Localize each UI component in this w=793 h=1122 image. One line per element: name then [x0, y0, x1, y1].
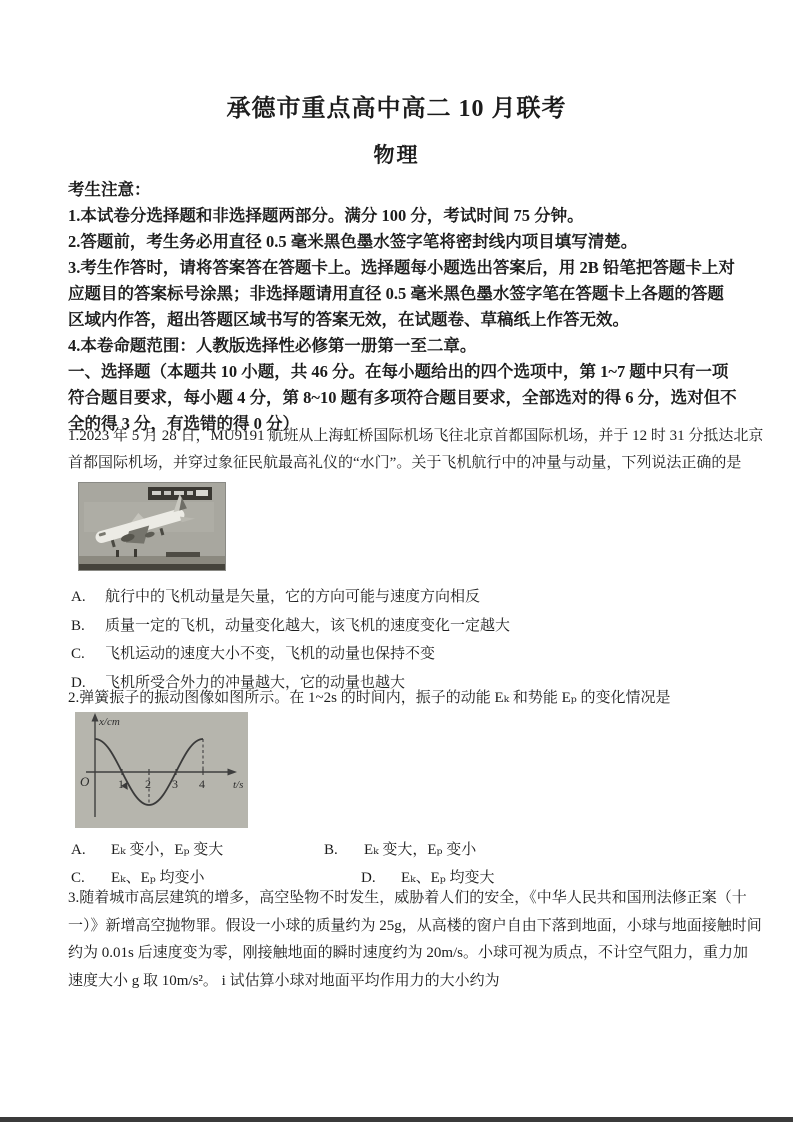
option-B [324, 836, 476, 864]
option-label: C. [71, 646, 85, 662]
option-label: D. [71, 674, 86, 691]
origin-label: O [80, 774, 90, 789]
option-text: 飞机运动的速度大小不变，飞机的动量也保持不变 [105, 646, 436, 662]
page-bottom-edge [0, 1117, 793, 1122]
option-text: Eₖ 变大，Eₚ 变小 [364, 842, 477, 858]
question-2-text [68, 685, 732, 712]
question-3-line: 约为 0.01s 后速度变为零，刚接触地面的瞬时速度约为 20m/s。小球可视为质点，不计空气阻力，重力加 [68, 945, 749, 961]
notice-line: 应题目的答案标号涂黑；非选择题请用直径 0.5 毫米黑色墨水签字笔在答题卡上各题的答题 [68, 284, 724, 303]
option-B [71, 612, 510, 641]
x-tick-2: 2 [145, 777, 151, 791]
question-3-line: 一）》新增高空抛物罪。假设一小球的质量约为 25g，从高楼的窗户自由下落到地面，小球与地面接触时间 [68, 917, 762, 934]
question-3-line: 3.随着城市高层建筑的增多，高空坠物不时发生，威胁着人们的安全，《中华人民共和国刑法修正案（十 [68, 890, 747, 906]
section-header-line: 符合题目要求，每小题 4 分，第 8~10 题有多项符合题目要求，全部选对的得 6 分，选对但不 [68, 388, 737, 407]
option-label: B. [324, 842, 338, 858]
option-text: Eₖ、Eₚ 均变小 [111, 870, 205, 886]
airplane-illustration [78, 482, 226, 571]
notice-line: 区域内作答，超出答题区域书写的答案无效，在试题卷、草稿纸上作答无效。 [68, 310, 629, 329]
option-C [71, 640, 510, 669]
oscillation-graph-figure [75, 712, 248, 828]
notice-line: 4.本卷命题范围：人教版选择性必修第一册第一至二章。 [68, 336, 477, 355]
question-1-text [68, 423, 764, 477]
question-2-line: 2.弹簧振子的振动图像如图所示。在 1~2s 的时间内，振子的动能 Eₖ 和势能 Eₚ 的变化情况是 [68, 690, 671, 706]
question-3-text [68, 885, 762, 995]
option-label: A. [71, 589, 86, 605]
notice-line: 1.本试卷分选择题和非选择题两部分。满分 100 分，考试时间 75 分钟。 [68, 206, 584, 225]
options-row [71, 836, 711, 864]
option-label: C. [71, 870, 85, 886]
x-tick-3: 3 [172, 777, 178, 791]
option-label: A. [71, 842, 86, 858]
airplane-photo [78, 482, 226, 571]
option-label: D. [361, 870, 376, 886]
question-1-line: 1.2023 年 5 月 28 日，MU9191 航班从上海虹桥国际机场飞往北京首都国际机场，并于 12 时 31 分抵达北京 [68, 428, 764, 444]
question-3-line: 速度大小 g 取 10m/s²。 i 试估算小球对地面平均作用力的大小约为 [68, 972, 500, 989]
front-matter [68, 177, 737, 437]
notice-line: 2.答题前，考生务必用直径 0.5 毫米黑色墨水签字笔将密封线内项目填写清楚。 [68, 232, 638, 251]
y-axis-label: x/cm [99, 716, 120, 728]
question-1-line: 首都国际机场，并穿过象征民航最高礼仪的“水门”。关于飞机航行中的冲量与动量，下列说法正确的是 [68, 455, 742, 471]
option-text: Eₖ、Eₚ 均变大 [401, 870, 495, 886]
subject-title: 物理 [373, 143, 420, 167]
page-title: 承德市重点高中高二 10 月联考 [226, 96, 567, 122]
question-2-options [71, 836, 711, 892]
x-tick-4: 4 [199, 777, 205, 791]
x-axis-label: t/s [233, 779, 244, 791]
section-header-line: 全的得 3 分，有选错的得 0 分） [68, 414, 299, 433]
option-text: 飞机所受合外力的冲量越大，它的动量也越大 [105, 674, 406, 691]
option-A [71, 583, 510, 612]
option-label: B. [71, 617, 85, 634]
oscillation-graph [75, 712, 248, 828]
option-text: 航行中的飞机动量是矢量，它的方向可能与速度方向相反 [105, 589, 481, 605]
section-header-line: 一、选择题（本题共 10 小题，共 46 分。在每小题给出的四个选项中，第 1~7 题中只有一项 [68, 362, 729, 381]
question-1-options [71, 583, 510, 697]
notice-line: 3.考生作答时，请将答案答在答题卡上。选择题每小题选出答案后，用 2B 铅笔把答题卡上对 [68, 258, 735, 277]
x-tick-1: 1 [118, 777, 124, 791]
option-text: Eₖ 变小，Eₚ 变大 [111, 842, 224, 858]
notice-heading: 考生注意： [68, 180, 151, 199]
option-text: 质量一定的飞机，动量变化越大，该飞机的速度变化一定越大 [105, 617, 511, 634]
